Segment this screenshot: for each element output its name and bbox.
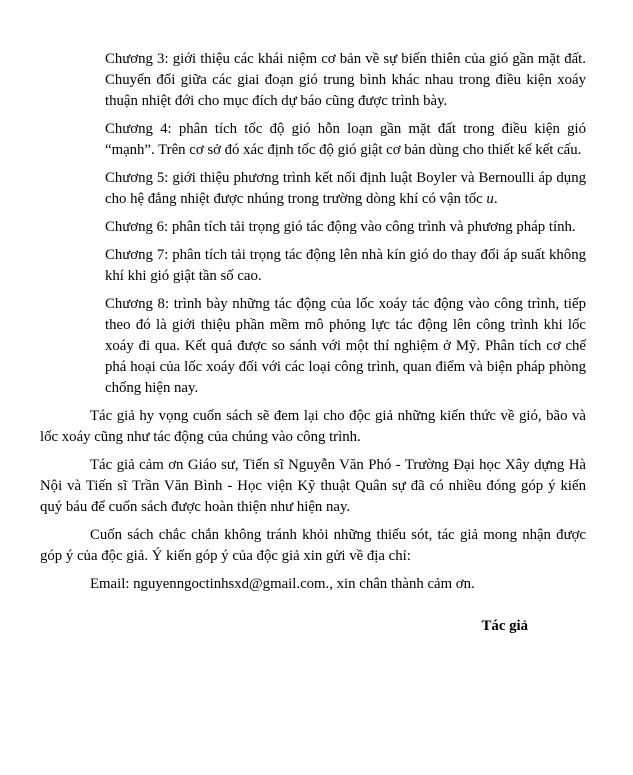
text-run: Email: nguyenngoctinhsxd@gmail.com., xin chân thành cảm ơn. [90,576,475,592]
text-run: Chương 3: giới thiệu các khái niệm cơ bản về sự biến thiên của gió gần mặt đất. Chuyển đổi giữa các giai đoạn gió trung bình khác nhau trong điều kiện xoáy thuận nhiệt đới cho mục đích dự báo cũng được trình bày. [105,51,586,109]
text-run: Tác giả hy vọng cuốn sách sẽ đem lại cho độc giả những kiến thức về gió, bão và lốc xoáy cũng như tác động của chúng vào công trình. [40,408,586,445]
text-run: Chương 8: trình bày những tác động của lốc xoáy tác động vào công trình, tiếp theo đó là giới thiệu phần mềm mô phỏng lực tác động lên công trình khi lốc xoáy đi qua. Kết quả được so sánh với một thí nghiệm ở Mỹ. Phân tích cơ chế phá hoại của lốc xoáy đối với các loại công trình, quan điểm và biện pháp phòng chống hiện nay. [105,296,586,396]
text-run: . [493,191,498,207]
paragraph-5 [105,245,586,287]
text-run: Chương 6: phân tích tải trọng gió tác động vào công trình và phương pháp tính. [105,219,576,235]
paragraph-1 [105,49,586,112]
paragraph-6 [105,294,586,399]
text-run: Cuốn sách chắc chắn không tránh khỏi những thiếu sót, tác giả mong nhận được góp ý của độc giả. Ý kiến góp ý của độc giả xin gửi về địa chỉ: [40,527,586,564]
paragraph-7 [40,406,586,448]
paragraph-2 [105,119,586,161]
text-run: Tác giả cảm ơn Giáo sư, Tiến sĩ Nguyễn Văn Phó - Trường Đại học Xây dựng Hà Nội và Tiến sĩ Trần Văn Bình - Học viện Kỹ thuật Quân sự đã có nhiều đóng góp ý kiến quý báu để cuốn sách được hoàn thiện như hiện nay. [40,457,586,515]
paragraph-8 [40,455,586,518]
paragraph-10 [40,574,586,595]
text-run: Chương 7: phân tích tải trọng tác động lên nhà kín gió do thay đổi áp suất không khí khi gió giật tần số cao. [105,247,586,284]
paragraph-3 [105,168,586,210]
italic-text-run: u [486,191,494,207]
document-content [40,49,586,595]
paragraph-4 [105,217,586,238]
text-run: Chương 4: phân tích tốc độ gió hỗn loạn gần mặt đất trong điều kiện gió “mạnh”. Trên cơ sở đó xác định tốc độ gió giật cơ bản dùng cho thiết kế kết cấu. [105,121,586,158]
paragraph-9 [40,525,586,567]
text-run: Chương 5: giới thiệu phương trình kết nối định luật Boyler và Bernoulli áp dụng cho hệ đẳng nhiệt được nhúng trong trường dòng khí có vận tốc [105,170,586,207]
author-signature: Tác giả [481,618,528,634]
